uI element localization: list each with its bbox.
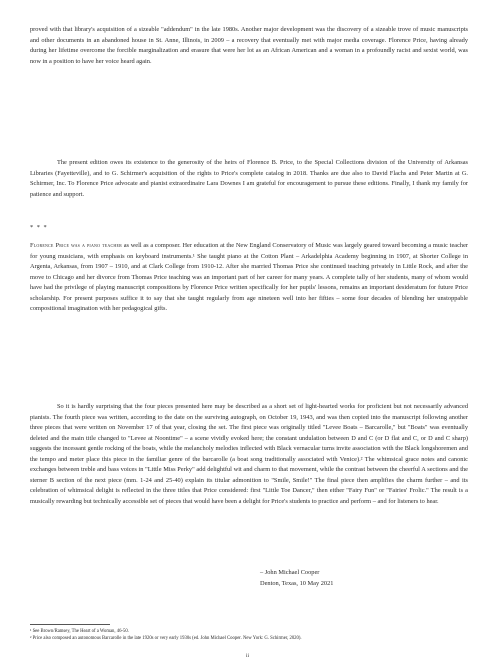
footnotes bbox=[30, 628, 330, 642]
footnote-rule bbox=[30, 624, 110, 625]
signature-place-date: Denton, Texas, 10 May 2021 bbox=[260, 579, 334, 587]
body-paragraph-3 bbox=[30, 241, 468, 315]
signature-block bbox=[260, 568, 333, 589]
page-number: ii bbox=[246, 653, 250, 659]
body-paragraph-4: So it is hardly surprising that the four pieces presented here may be described as a short set of light-hearted works for proficient but not necessarily advanced pianists. The fourth piece was written, according to the date on the surviving autograph, on October 19, 1943, and was then copied into the manuscript following another three pieces that were written on November 17 of that year, closing the set. The first piece was originally titled "Levee Boats – Barcarolle," but "Boats" was eventually deleted and the main title changed to "Levee at Noontime" – a scene vividly evoked here; the constant undulation between D and C (or D flat and C, or D and C sharp) suggests the incessant gentle rocking of the boats, while the melancholy melodies inflected with Black vernacular turns invite association with the Black longshoremen and the tempo and meter place this piece in the familiar genre of the barcarolle (a boat song traditionally associated with Venice).² The whimsical grace notes and canonic exchanges between treble and bass voices in "Little Miss Perky" add delightful wit and charm to that movement, while the contrast between the cheerful A sections and the sterner B section of the next piece (mm. 1-24 and 25-40) explain its titular admonition to "Smile, Smile!" The final piece then amplifies the charm further – and its celebration of whimsical delight is reflected in the three titles that Price considered: first "Little Toe Dancer," then either "Fairy Fun" or "Fairies' Frolic." The result is a musically rewarding but technically accessible set of pieces that would have been a delight for Price's students to practice and perform – and for listeners to hear. bbox=[30, 403, 468, 505]
section-separator: * * * bbox=[30, 224, 48, 231]
footnote-1: ¹ See Brown/Ramsey, The Heart of a Woman, 46-50. bbox=[30, 629, 129, 634]
body-paragraph-2: The present edition owes its existence to the generosity of the heirs of Florence B. Price, to the Special Collections division of the University of Arkansas Libraries (Fayetteville), and to G. Schirmer's acquisition of the rights to Price's complete catalog in 2018. Thanks are due also to David Flachs and Peter Martin at G. Schirmer, Inc. To Florence Price advocate and pianist extraordinaire Lara Downes I am grateful for encouragement to pursue these editions. Finally, I thank my family for patience and support. bbox=[30, 159, 468, 198]
footnote-2: ² Price also composed an autonomous Barcarolle in the late 1920s or very early 1930s (ed. John Michael Cooper. New York: G. Schirmer, 2020). bbox=[30, 636, 302, 642]
body-paragraph-1: proved with that library's acquisition of a sizeable "addendum" in the late 1980s. Another major development was the discovery of a sizeable trove of music manuscripts and other documents in an abandoned house in St. Anne, Illinois, in 2009 – a recovery that eventually met with major media coverage. Florence Price, having already during her lifetime overcome the forcible marginalization and erasure that were her lot as an African American and a woman in a profoundly racist and sexist world, was now in a position to have her voice heard again. bbox=[30, 26, 468, 65]
signature-name: – John Michael Cooper bbox=[260, 569, 320, 576]
paragraph-3-text: as well as a composer. Her education at the New England Conservatory of Music was largely geared toward becoming a music teacher for young musicians, with emphasis on keyboard instruments.¹ She taught piano at the Cotton Plant – Arkadelphia Academy beginning in 1907, at Shorter College in Argenta, Arkansas, from 1907 – 1910, and at Clark College from 1910-12. After she married Thomas Price she continued teaching privately in Little Rock, and after the move to Chicago and her divorce from Thomas Price teaching was an important part of her career for many years. A complete tally of her students, many of whom would have had the privilege of playing manuscript compositions by Florence Price written specifically for her pupils' lessons, remains an important desideratum for future Price scholarship. For present purposes suffice it to say that she taught regularly from age nineteen well into her fifties – some four decades of blending her unstoppable compositional imagination with her pedagogical gifts. bbox=[30, 242, 468, 312]
paragraph-lead-in: Florence Price was a piano teacher bbox=[30, 242, 122, 249]
